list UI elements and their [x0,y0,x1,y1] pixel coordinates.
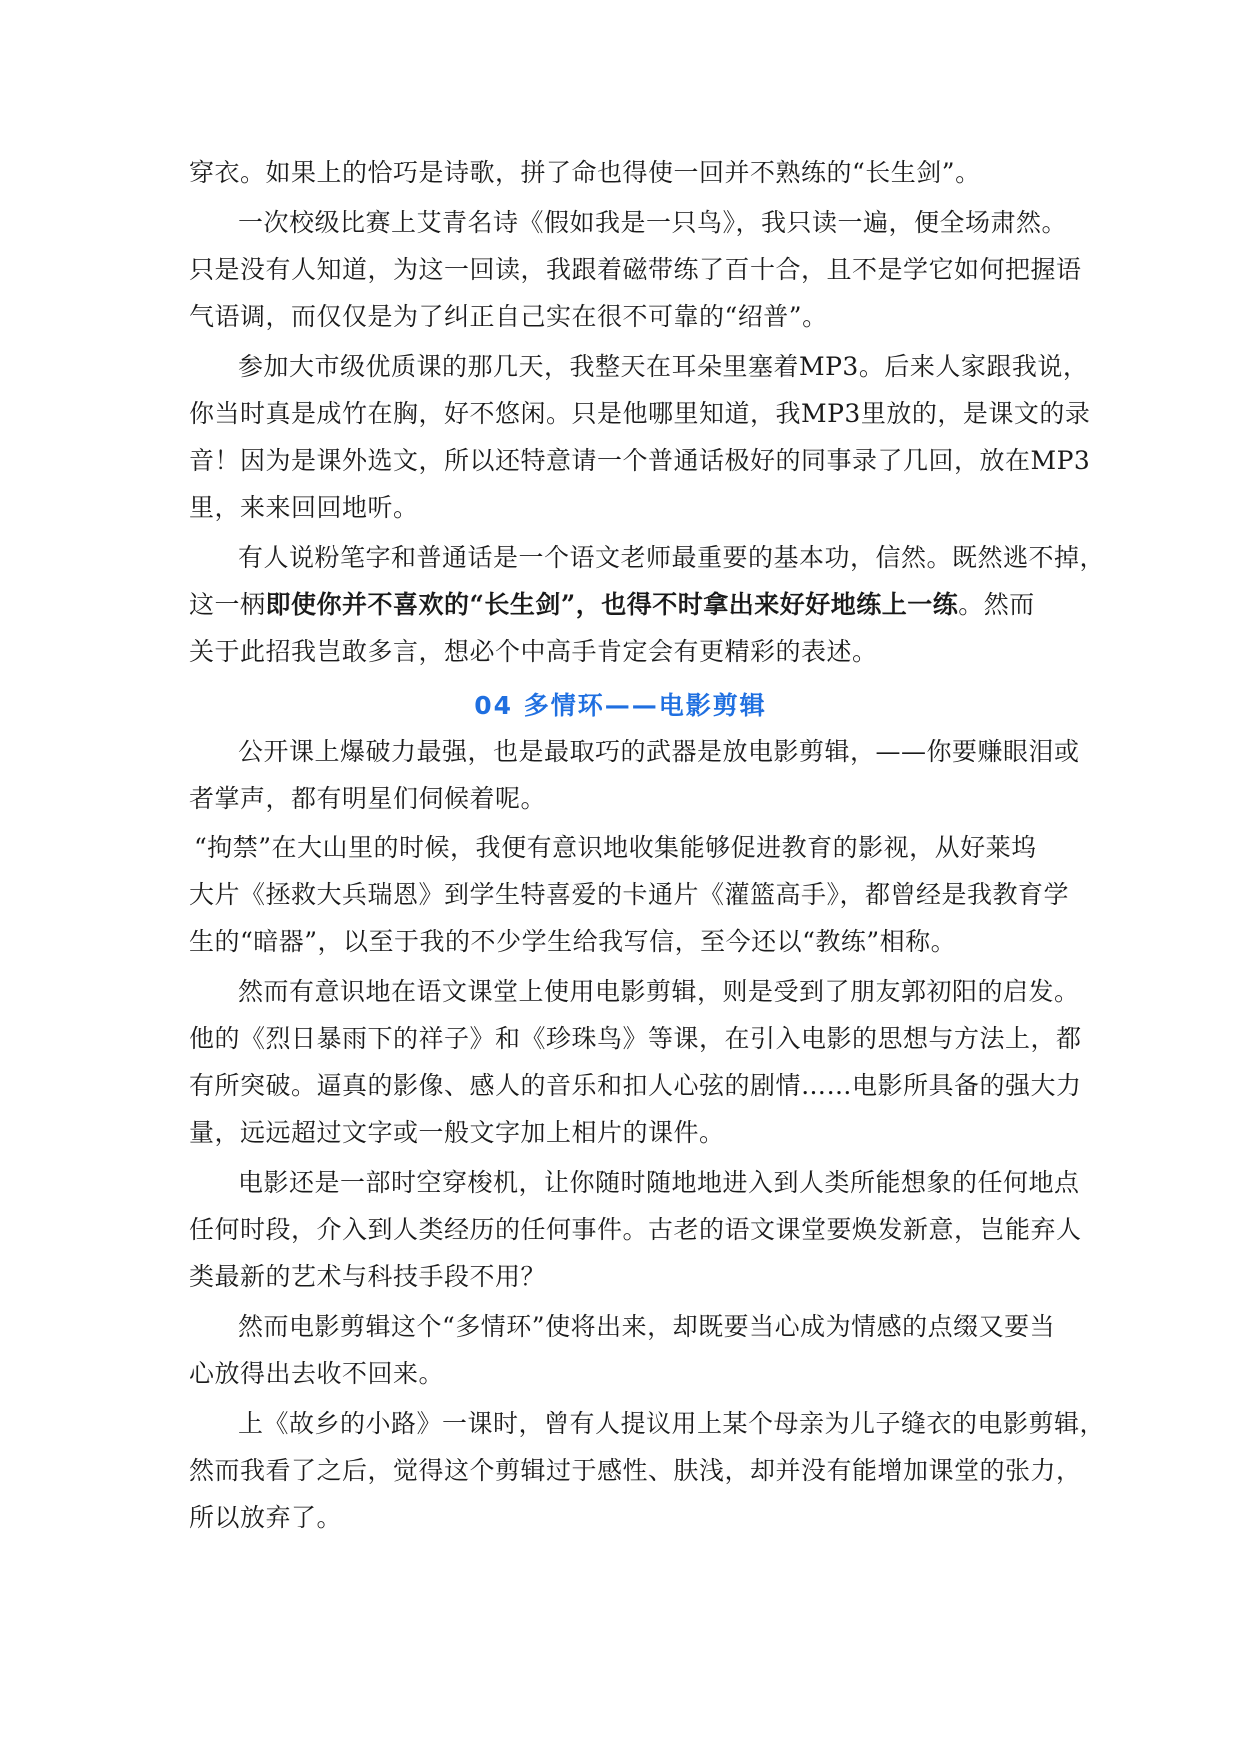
paragraph-line: 量，远远超过文字或一般文字加上相片的课件。 [189,1118,725,1147]
paragraph-line: 里，来来回回地听。 [189,493,419,522]
bold-emphasis: 即使你并不喜欢的“长生剑”，也得不时拿出来好好地练上一练 [265,590,959,619]
plain-text: 。然而 [958,590,1035,619]
paragraph-line: 任何时段，介入到人类经历的任何事件。古老的语文课堂要焕发新意，岂能弃人 [189,1215,1082,1244]
paragraph-line: 穿衣。如果上的恰巧是诗歌，拼了命也得使一回并不熟练的“长生剑”。 [189,158,981,187]
section-heading: 04 多情环——电影剪辑 [474,691,767,720]
paragraph-line: 一次校级比赛上艾青名诗《假如我是一只鸟》，我只读一遍，便全场肃然。 [238,208,1068,237]
paragraph-line: 有所突破。逼真的影像、感人的音乐和扣人心弦的剧情……电影所具备的强大力 [189,1071,1082,1100]
paragraph-line: 上《故乡的小路》一课时，曾有人提议用上某个母亲为儿子缝衣的电影剪辑， [238,1409,1106,1438]
paragraph-line: 关于此招我岂敢多言，想必个中高手肯定会有更精彩的表述。 [189,637,878,666]
paragraph-line: 生的“暗器”，以至于我的不少学生给我写信，至今还以“教练”相称。 [189,927,957,956]
paragraph-line: 音！因为是课外选文，所以还特意请一个普通话极好的同事录了几回，放在MP3 [189,446,1091,475]
paragraph-line: 者掌声，都有明星们伺候着呢。 [189,784,547,813]
paragraph-line: 参加大市级优质课的那几天，我整天在耳朵里塞着MP3。后来人家跟我说， [238,352,1089,381]
paragraph-line: 然而有意识地在语文课堂上使用电影剪辑，则是受到了朋友郭初阳的启发。 [238,977,1080,1006]
paragraph-line: 你当时真是成竹在胸，好不悠闲。只是他哪里知道，我MP3里放的，是课文的录 [189,399,1091,428]
paragraph-line: 然而我看了之后，觉得这个剪辑过于感性、肤浅，却并没有能增加课堂的张力， [189,1456,1082,1485]
paragraph-line: 有人说粉笔字和普通话是一个语文老师最重要的基本功，信然。既然逃不掉， [238,543,1106,572]
paragraph-line: 公开课上爆破力最强，也是最取巧的武器是放电影剪辑，——你要赚眼泪或 [238,737,1080,766]
paragraph-line: 类最新的艺术与科技手段不用？ [189,1262,547,1291]
paragraph-line: 所以放弃了。 [189,1503,343,1532]
paragraph-line: 气语调，而仅仅是为了纠正自己实在很不可靠的“绍普”。 [189,302,828,331]
paragraph-line: 然而电影剪辑这个“多情环”使将出来，却既要当心成为情感的点缀又要当 [238,1312,1056,1341]
paragraph-line: 大片《拯救大兵瑞恩》到学生特喜爱的卡通片《灌篮高手》，都曾经是我教育学 [189,880,1070,909]
paragraph-line: 只是没有人知道，为这一回读，我跟着磁带练了百十合，且不是学它如何把握语 [189,255,1082,284]
paragraph-line: 他的《烈日暴雨下的祥子》和《珍珠鸟》等课，在引入电影的思想与方法上，都 [189,1024,1082,1053]
paragraph-line: 心放得出去收不回来。 [189,1359,445,1388]
paragraph-line-mixed [189,590,1035,620]
paragraph-line: 电影还是一部时空穿梭机，让你随时随地地进入到人类所能想象的任何地点 [238,1168,1080,1197]
paragraph-line: “拘禁”在大山里的时候，我便有意识地收集能够促进教育的影视，从好莱坞 [194,833,1037,862]
plain-text: 这一柄 [189,590,266,619]
